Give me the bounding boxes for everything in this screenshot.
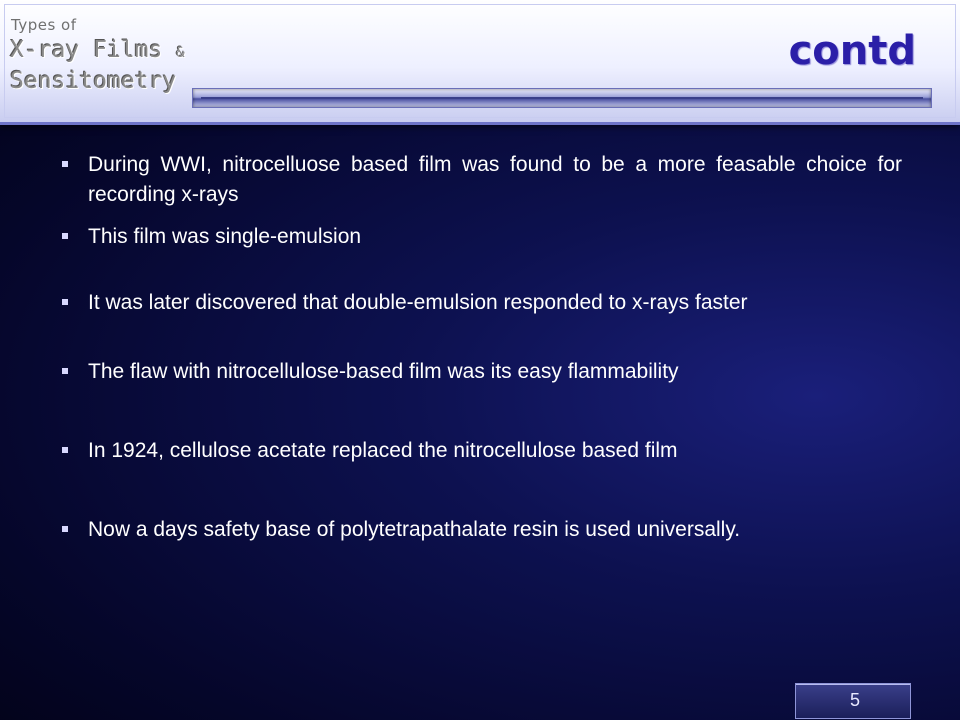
brand-line-sensitometry: Sensitometry	[10, 68, 177, 94]
bullet-item: Now a days safety base of polytetrapathalate resin is used universally.	[62, 515, 902, 545]
brand-line-xray: X-ray Films	[10, 37, 163, 63]
title-divider	[192, 88, 932, 108]
bullet-item: It was later discovered that double-emulsion responded to x-rays faster	[62, 288, 902, 318]
page-number: 5	[849, 690, 860, 710]
page-number-box	[795, 683, 911, 719]
brand-logo-text	[10, 36, 190, 95]
bullet-item: The flaw with nitrocellulose-based film was its easy flammability	[62, 357, 902, 387]
bullet-item: In 1924, cellulose acetate replaced the nitrocellulose based film	[62, 436, 902, 466]
bullet-item: During WWI, nitrocelluose based film was found to be a more feasable choice for recording x-rays	[62, 150, 902, 210]
brand-subtitle: Types of	[11, 16, 77, 34]
bullet-list	[62, 150, 902, 545]
brand-ampersand: &	[176, 45, 185, 61]
bullet-item: This film was single-emulsion	[62, 222, 902, 252]
slide-header	[0, 0, 960, 125]
slide-title: contd	[788, 28, 916, 74]
